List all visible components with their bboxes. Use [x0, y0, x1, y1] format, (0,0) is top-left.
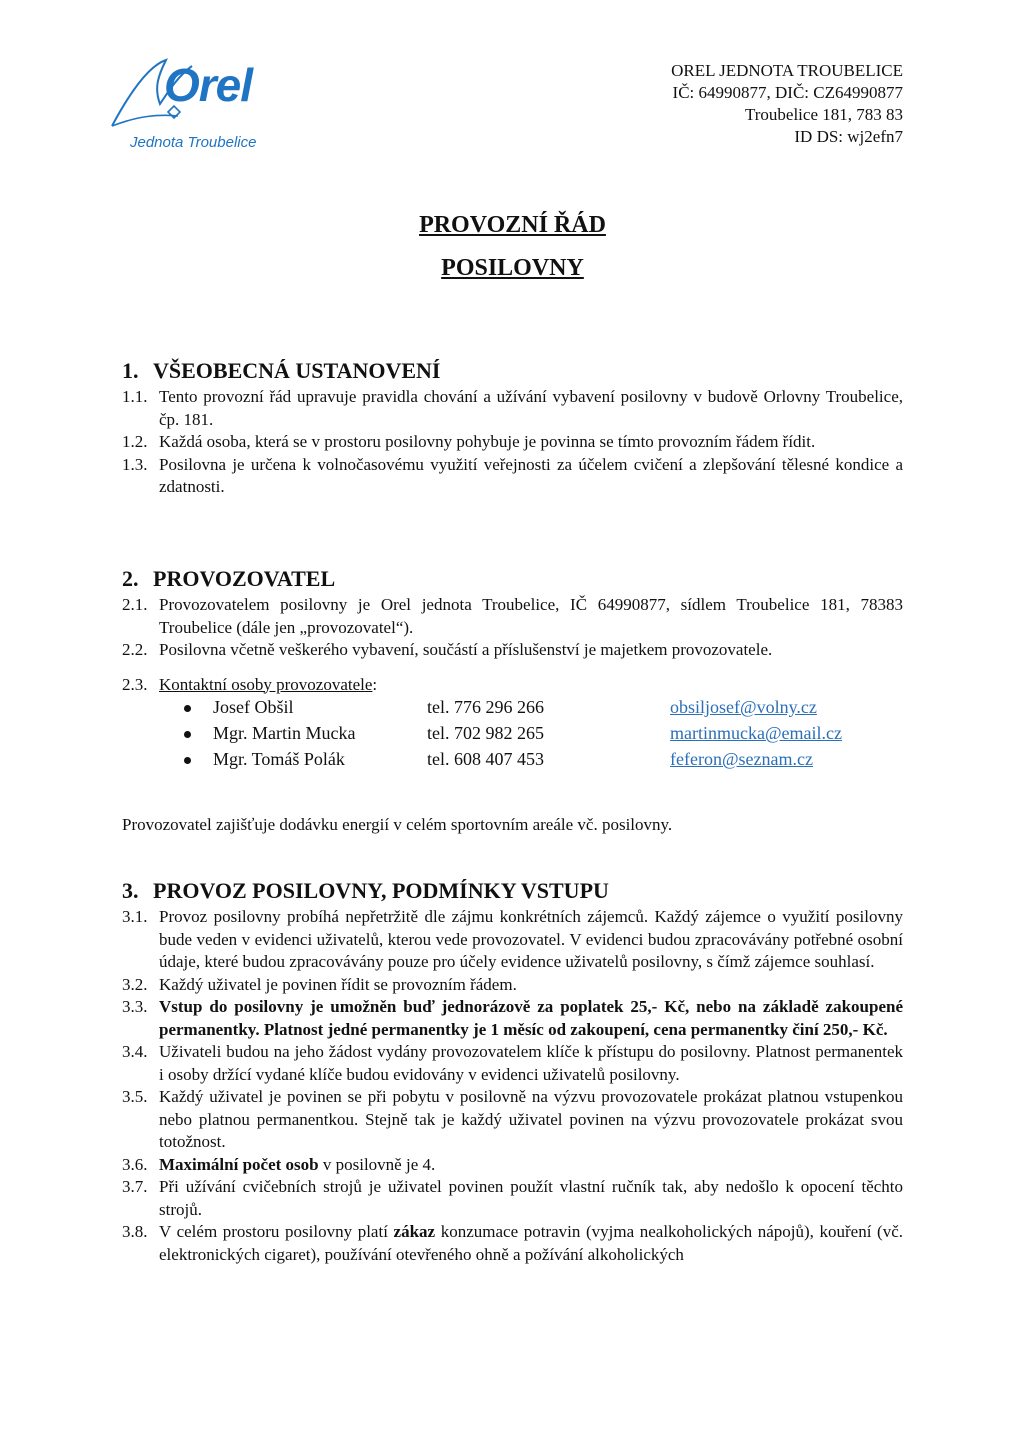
header-info [671, 60, 903, 148]
item-number: 3.2. [122, 974, 148, 994]
section-3-number: 3. [122, 878, 139, 903]
list-item [122, 454, 903, 499]
contacts-label: Kontaktní osoby provozovatele [159, 674, 373, 694]
item-text: Posilovna je určena k volnočasovému využití veřejnosti za účelem cvičení a zlepšování tělesné kondice a zdatnosti. [159, 454, 903, 496]
energy-note: Provozovatel zajišťuje dodávku energií v celém sportovním areále vč. posilovny. [122, 815, 673, 834]
list-item [122, 594, 903, 639]
item-text: Každá osoba, která se v prostoru posilovny pohybuje je povinna se tímto provozním řádem řídit. [159, 432, 816, 451]
orel-logo [108, 56, 298, 156]
item-text: V celém prostoru posilovny platí [159, 1222, 394, 1241]
contact-email-link[interactable]: martinmucka@email.cz [670, 723, 843, 743]
section-3-title: PROVOZ POSILOVNY, PODMÍNKY VSTUPU [153, 878, 609, 903]
item-text: v posilovně je 4. [318, 1154, 436, 1174]
document-title-line1: PROVOZNÍ ŘÁD [419, 212, 606, 238]
contact-name: Josef Obšil [213, 697, 294, 717]
item-text: Každý uživatel je povinen řídit se provozním řádem. [159, 974, 517, 994]
header-org: OREL JEDNOTA TROUBELICE [671, 61, 903, 80]
section-3-heading [122, 878, 903, 904]
item-number: 3.4. [122, 1042, 148, 1061]
item-text-bold: zákaz [393, 1222, 436, 1241]
contact-phone: tel. 776 296 266 [427, 697, 544, 717]
item-number: 1.2. [122, 432, 148, 451]
bullet-icon [184, 705, 191, 712]
item-number: 2.2. [122, 640, 148, 659]
item-text: Uživateli budou na jeho žádost vydány provozovatelem klíče k přístupu do posilovny. Platnost permanentek i osoby držící vydané klíče budou evidovány v evidenci uživatelů posilovny. [159, 1042, 903, 1084]
section-2-heading [122, 566, 903, 592]
item-text: Provozovatelem posilovny je Orel jednota Troubelice, IČ 64990877, sídlem Troubelice 181, 78383 Troubelice (dále jen „provozovatel“). [159, 595, 903, 637]
list-item [122, 431, 903, 454]
section-2-number: 2. [122, 566, 139, 591]
section-3 [122, 878, 903, 1266]
item-number: 3.7. [122, 1177, 148, 1196]
section-1 [122, 358, 903, 499]
contact-name: Mgr. Tomáš Polák [213, 749, 345, 769]
item-number: 3.5. [122, 1087, 148, 1106]
section-1-heading [122, 358, 903, 384]
item-text-bold: Maximální počet osob [159, 1154, 319, 1174]
bullet-icon [184, 731, 191, 738]
list-item [122, 1086, 903, 1154]
item-number: 3.1. [122, 907, 148, 926]
list-item [122, 906, 903, 974]
contact-name: Mgr. Martin Mucka [213, 723, 356, 743]
list-item [122, 386, 903, 431]
item-number: 3.3. [122, 997, 148, 1016]
document-title-line2: POSILOVNY [441, 255, 584, 281]
item-number: 2.3. [122, 674, 148, 694]
section-1-title: VŠEOBECNÁ USTANOVENÍ [153, 358, 441, 383]
section-2 [122, 566, 903, 774]
list-item [122, 1176, 903, 1221]
contact-row [122, 722, 903, 748]
contact-email-link[interactable]: obsiljosef@volny.cz [670, 697, 817, 717]
header-ids: IČ: 64990877, DIČ: CZ64990877 [672, 83, 903, 102]
item-number: 1.1. [122, 387, 148, 406]
contact-email-link[interactable]: feferon@seznam.cz [670, 749, 813, 769]
list-item [122, 1041, 903, 1086]
list-item [122, 974, 903, 997]
item-text: Provoz posilovny probíhá nepřetržitě dle zájmu konkrétních zájemců. Každý zájemce o využití posilovny bude veden v evidenci uživatelů, kterou vede provozovatel. V evidenci budou zpracovávány potřebné osobní údaje, které budou zpracovávány pouze pro účely evidence uživatelů posilovny, s čímž zájemce souhlasí. [159, 907, 903, 971]
logo-subtitle: Jednota Troubelice [130, 134, 257, 151]
bullet-icon [184, 757, 191, 764]
header-address: Troubelice 181, 783 83 [744, 105, 903, 124]
item-text: konzumace potravin (vyjma nealkoholických nápojů), kouření (vč. elektronických cigaret), používání otevřeného ohně a požívání alkoholických [159, 1222, 903, 1264]
item-text: Posilovna včetně veškerého vybavení, součástí a příslušenství je majetkem provozovatele. [159, 640, 773, 659]
list-item-contacts [122, 674, 903, 697]
item-text: Tento provozní řád upravuje pravidla chování a užívání vybavení posilovny v budově Orlovny Troubelice, čp. 181. [159, 387, 903, 429]
item-text-bold: Vstup do posilovny je umožněn buď jednorázově za poplatek 25,- Kč, nebo na základě zakoupené permanentky. Platnost jedné permanentky je 1 měsíc od zakoupení, cena permanentky činí 250,- Kč. [159, 997, 903, 1039]
contact-row [122, 748, 903, 774]
item-number: 3.8. [122, 1222, 148, 1241]
list-item [122, 1154, 903, 1177]
contact-phone: tel. 608 407 453 [427, 749, 544, 769]
item-number: 1.3. [122, 454, 148, 474]
item-number: 2.1. [122, 595, 148, 614]
contact-row [122, 696, 903, 722]
list-item [122, 1221, 903, 1266]
contact-phone: tel. 702 982 265 [427, 723, 544, 743]
logo-wordmark: Orel [164, 59, 253, 111]
item-text: Každý uživatel je povinen se při pobytu v posilovně na výzvu provozovatele prokázat platnou vstupenkou nebo platnou permanentkou. Stejně tak je každý uživatel povinen na výzvu provozovatele prokázat svou totožnost. [159, 1087, 903, 1151]
item-number: 3.6. [122, 1154, 148, 1174]
section-1-number: 1. [122, 358, 139, 383]
contacts-colon: : [372, 674, 378, 694]
item-text: Při užívání cvičebních strojů je uživatel povinen použít vlastní ručník tak, aby nedošlo k opocení těchto strojů. [159, 1177, 903, 1219]
list-item [122, 996, 903, 1041]
header-ds: ID DS: wj2efn7 [794, 127, 903, 146]
section-2-title: PROVOZOVATEL [153, 566, 336, 591]
list-item [122, 639, 903, 662]
